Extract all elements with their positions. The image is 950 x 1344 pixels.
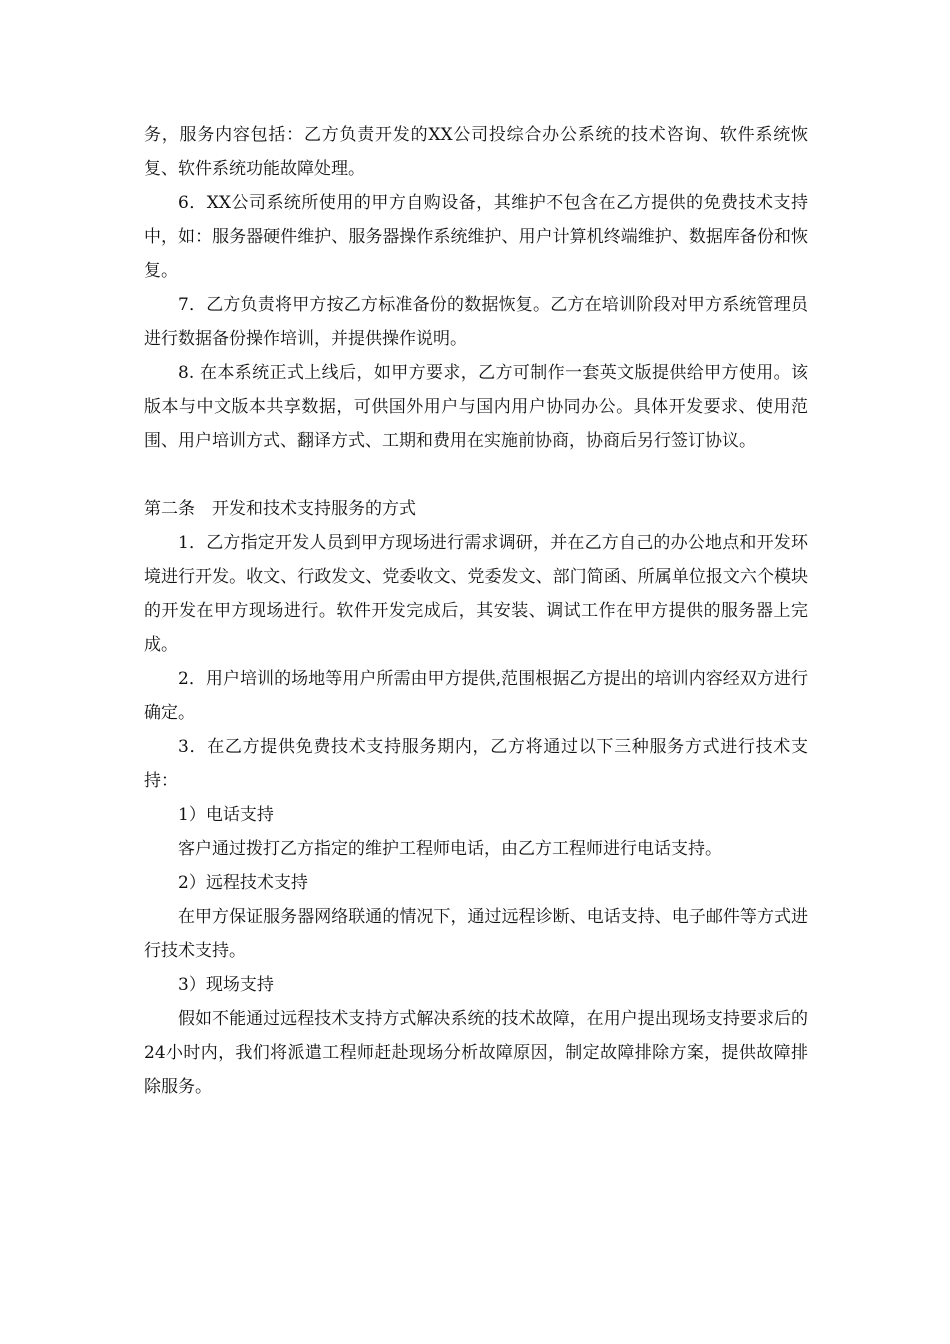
- paragraph-item-3: 3．在乙方提供免费技术支持服务期内，乙方将通过以下三种服务方式进行技术支持：: [144, 737, 808, 791]
- section-spacer: [144, 458, 808, 492]
- document-body: [144, 118, 808, 1104]
- section-heading: 第二条 开发和技术支持服务的方式: [144, 499, 416, 519]
- subitem-onsite-support-text: 假如不能通过远程技术支持方式解决系统的技术故障，在用户提出现场支持要求后的24小时内，我们将派遣工程师赶赴现场分析故障原因，制定故障排除方案，提供故障排除服务。: [144, 1009, 808, 1097]
- subitem-onsite-support-title: 3）现场支持: [178, 975, 274, 995]
- subitem-remote-support-text: 在甲方保证服务器网络联通的情况下，通过远程诊断、电话支持、电子邮件等方式进行技术支持。: [144, 907, 808, 961]
- paragraph-item-1: 1．乙方指定开发人员到甲方现场进行需求调研，并在乙方自己的办公地点和开发环境进行开发。收文、行政发文、党委收文、党委发文、部门简函、所属单位报文六个模块的开发在甲方现场进行。软件开发完成后，其安装、调试工作在甲方提供的服务器上完成。: [144, 533, 808, 655]
- subitem-remote-support-title: 2）远程技术支持: [178, 873, 308, 893]
- paragraph-item-8: 8. 在本系统正式上线后，如甲方要求，乙方可制作一套英文版提供给甲方使用。该版本与中文版本共享数据，可供国外用户与国内用户协同办公。具体开发要求、使用范围、用户培训方式、翻译方式、工期和费用在实施前协商，协商后另行签订协议。: [144, 363, 808, 451]
- paragraph-continuation: 务，服务内容包括：乙方负责开发的XX公司投综合办公系统的技术咨询、软件系统恢复、软件系统功能故障处理。: [144, 125, 808, 179]
- subitem-phone-support-title: 1）电话支持: [178, 805, 274, 825]
- subitem-phone-support-text: 客户通过拨打乙方指定的维护工程师电话，由乙方工程师进行电话支持。: [178, 839, 722, 859]
- paragraph-item-6: 6．XX公司系统所使用的甲方自购设备，其维护不包含在乙方提供的免费技术支持中，如：服务器硬件维护、服务器操作系统维护、用户计算机终端维护、数据库备份和恢复。: [144, 193, 808, 281]
- paragraph-item-2: 2．用户培训的场地等用户所需由甲方提供,范围根据乙方提出的培训内容经双方进行确定。: [144, 669, 808, 723]
- paragraph-item-7: 7．乙方负责将甲方按乙方标准备份的数据恢复。乙方在培训阶段对甲方系统管理员进行数据备份操作培训，并提供操作说明。: [144, 295, 808, 349]
